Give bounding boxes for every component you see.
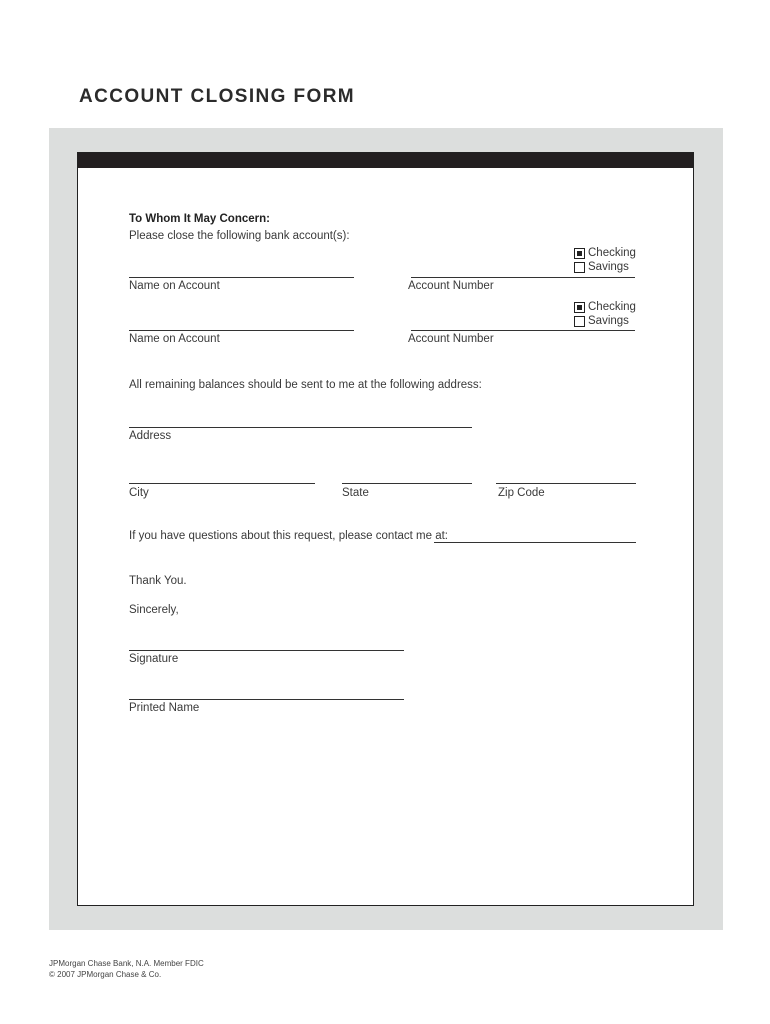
- state-field[interactable]: [342, 483, 472, 484]
- footer-copyright: © 2007 JPMorgan Chase & Co.: [49, 970, 162, 979]
- account-1-name-field[interactable]: [129, 277, 354, 278]
- zip-code-field[interactable]: [496, 483, 636, 484]
- account-1-number-field[interactable]: [411, 277, 635, 278]
- form-header-bar: [78, 153, 693, 168]
- account-1-name-label: Name on Account: [129, 280, 220, 292]
- intro-text: Please close the following bank account(s):: [129, 230, 350, 242]
- city-label: City: [129, 487, 149, 499]
- account-1-savings-checkbox[interactable]: [574, 262, 585, 273]
- address-field[interactable]: [129, 427, 472, 428]
- account-1-checking-label: Checking: [588, 247, 636, 259]
- balances-text: All remaining balances should be sent to me at the following address:: [129, 379, 482, 391]
- account-2-checking-option[interactable]: [574, 301, 636, 313]
- account-1-savings-option[interactable]: [574, 261, 629, 273]
- account-1-checking-option[interactable]: [574, 247, 636, 259]
- greeting: To Whom It May Concern:: [129, 213, 270, 225]
- account-2-name-label: Name on Account: [129, 333, 220, 345]
- account-2-number-field[interactable]: [411, 330, 635, 331]
- account-1-number-label: Account Number: [408, 280, 494, 292]
- contact-text: If you have questions about this request, please contact me at:: [129, 530, 449, 542]
- account-2-checking-label: Checking: [588, 301, 636, 313]
- account-1-savings-label: Savings: [588, 261, 629, 273]
- footer-bank-line: JPMorgan Chase Bank, N.A. Member FDIC: [49, 959, 204, 968]
- account-2-name-field[interactable]: [129, 330, 354, 331]
- page-title: ACCOUNT CLOSING FORM: [79, 86, 356, 107]
- thank-you-text: Thank You.: [129, 575, 187, 587]
- signature-field[interactable]: [129, 650, 404, 651]
- printed-name-field[interactable]: [129, 699, 404, 700]
- address-label: Address: [129, 430, 172, 442]
- account-2-savings-label: Savings: [588, 315, 629, 327]
- form-card: [77, 152, 694, 906]
- printed-name-label: Printed Name: [129, 702, 200, 714]
- account-2-savings-checkbox[interactable]: [574, 316, 585, 327]
- account-1-checking-checkbox[interactable]: [574, 248, 585, 259]
- account-2-savings-option[interactable]: [574, 315, 629, 327]
- zip-code-label: Zip Code: [498, 487, 545, 499]
- sincerely-text: Sincerely,: [129, 604, 179, 616]
- account-2-number-label: Account Number: [408, 333, 494, 345]
- signature-label: Signature: [129, 653, 179, 665]
- contact-field[interactable]: [434, 542, 636, 543]
- account-2-checking-checkbox[interactable]: [574, 302, 585, 313]
- state-label: State: [342, 487, 369, 499]
- city-field[interactable]: [129, 483, 315, 484]
